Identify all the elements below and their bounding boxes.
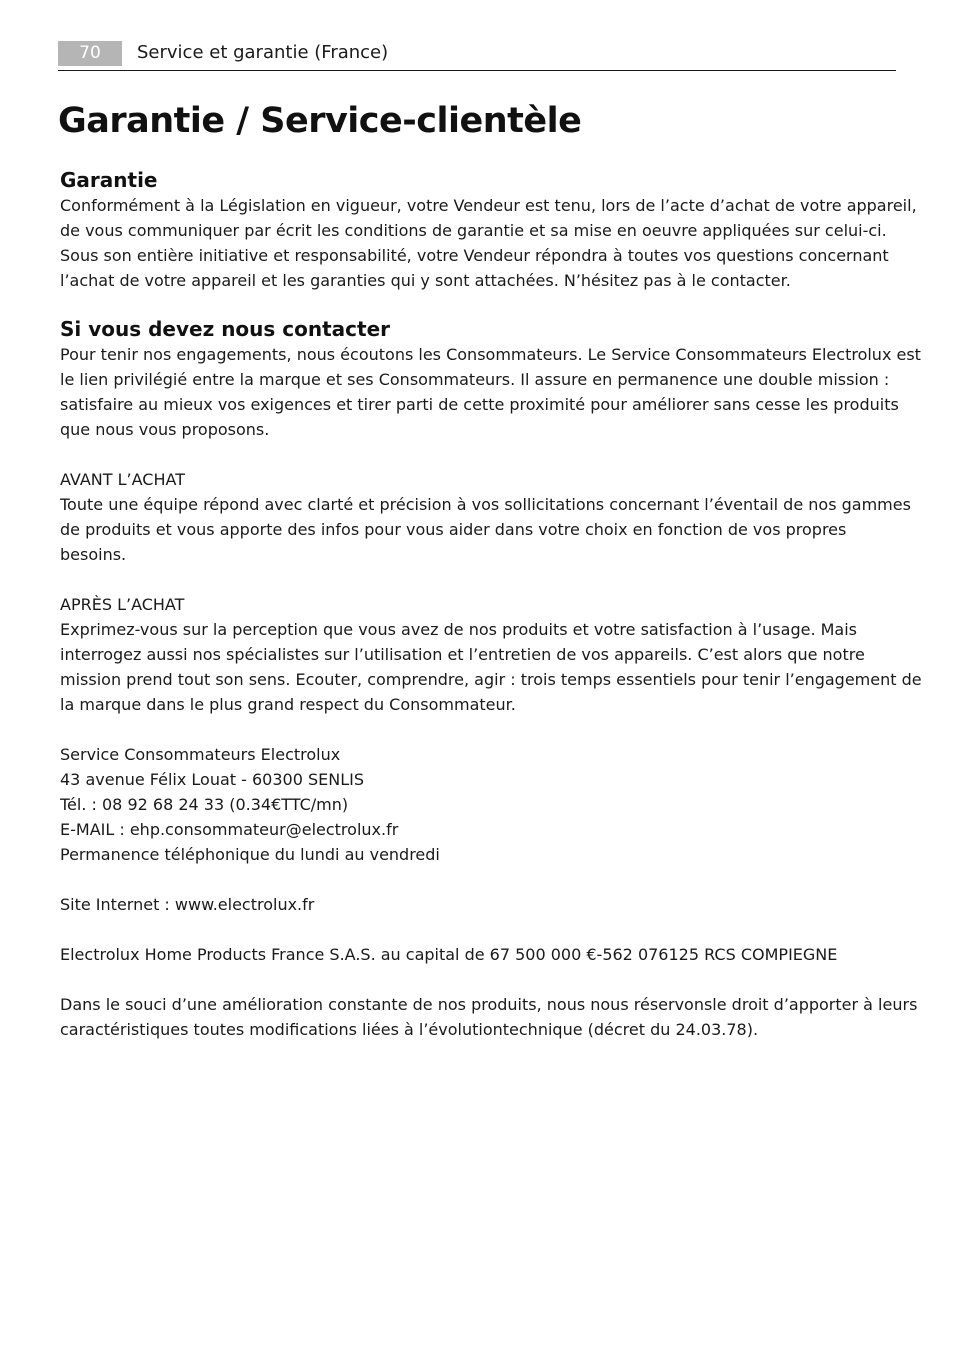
text-line: Conformément à la Législation en vigueur, votre Vendeur est tenu, lors de l’acte d’achat de votre appareil, xyxy=(60,196,917,215)
text-line: Exprimez-vous sur la perception que vous avez de nos produits et votre satisfaction à l’usage. Mais xyxy=(60,620,857,639)
text-line: Toute une équipe répond avec clarté et précision à vos sollicitations concernant l’éventail de nos gammes xyxy=(60,495,911,514)
page-number: 70 xyxy=(58,41,122,66)
text-line: l’achat de votre appareil et les garanties qui y sont attachées. N’hésitez pas à le contacter. xyxy=(60,271,791,290)
website-line: Site Internet : www.electrolux.fr xyxy=(60,895,315,914)
service-name: Service Consommateurs Electrolux xyxy=(60,745,341,764)
office-hours: Permanence téléphonique du lundi au vendredi xyxy=(60,845,440,864)
text-line: Dans le souci d’une amélioration constante de nos produits, nous nous réservonsle droit d’apporter à leurs xyxy=(60,995,918,1014)
text-line: besoins. xyxy=(60,545,127,564)
avant-achat-section xyxy=(60,467,911,567)
phone-number: Tél. : 08 92 68 24 33 (0.34€TTC/mn) xyxy=(60,795,349,814)
text-line: mission prend tout son sens. Ecouter, comprendre, agir : trois temps essentiels pour tenir l’engagement de xyxy=(60,670,922,689)
text-line: interrogez aussi nos spécialistes sur l’utilisation et l’entretien de vos appareils. C’est alors que notre xyxy=(60,645,865,664)
garantie-paragraph xyxy=(60,193,917,293)
closing-paragraph xyxy=(60,992,918,1042)
page-header xyxy=(58,38,896,71)
avant-achat-label: AVANT L’ACHAT xyxy=(60,470,185,489)
service-address-block xyxy=(60,742,894,867)
running-section-title: Service et garantie (France) xyxy=(137,42,389,63)
postal-address: 43 avenue Félix Louat - 60300 SENLIS xyxy=(60,770,364,789)
page-title: Garantie / Service-clientèle xyxy=(58,101,582,141)
contact-intro-paragraph xyxy=(60,342,921,442)
text-line: la marque dans le plus grand respect du Consommateur. xyxy=(60,695,516,714)
text-line: de produits et vous apporte des infos pour vous aider dans votre choix en fonction de vos propres xyxy=(60,520,847,539)
text-line: Pour tenir nos engagements, nous écoutons les Consommateurs. Le Service Consommateurs Electrolux est xyxy=(60,345,921,364)
garantie-heading: Garantie xyxy=(60,168,158,192)
text-line: Sous son entière initiative et responsabilité, votre Vendeur répondra à toutes vos questions concernant xyxy=(60,246,889,265)
text-line: caractéristiques toutes modifications liées à l’évolutiontechnique (décret du 24.03.78). xyxy=(60,1020,759,1039)
text-line: satisfaire au mieux vos exigences et tirer parti de cette proximité pour améliorer sans cesse les produits xyxy=(60,395,899,414)
text-line: le lien privilégié entre la marque et ses Consommateurs. Il assure en permanence une double mission : xyxy=(60,370,890,389)
text-line: de vous communiquer par écrit les conditions de garantie et sa mise en oeuvre appliquées sur celui-ci. xyxy=(60,221,887,240)
page-content xyxy=(60,167,922,1042)
contact-heading: Si vous devez nous contacter xyxy=(60,317,391,341)
apres-achat-label: APRÈS L’ACHAT xyxy=(60,595,185,614)
email-address: E-MAIL : ehp.consommateur@electrolux.fr xyxy=(60,820,399,839)
company-info-line: Electrolux Home Products France S.A.S. au capital de 67 500 000 €-562 076125 RCS COMPIEGNE xyxy=(60,945,838,964)
apres-achat-section xyxy=(60,592,922,717)
text-line: que nous vous proposons. xyxy=(60,420,270,439)
